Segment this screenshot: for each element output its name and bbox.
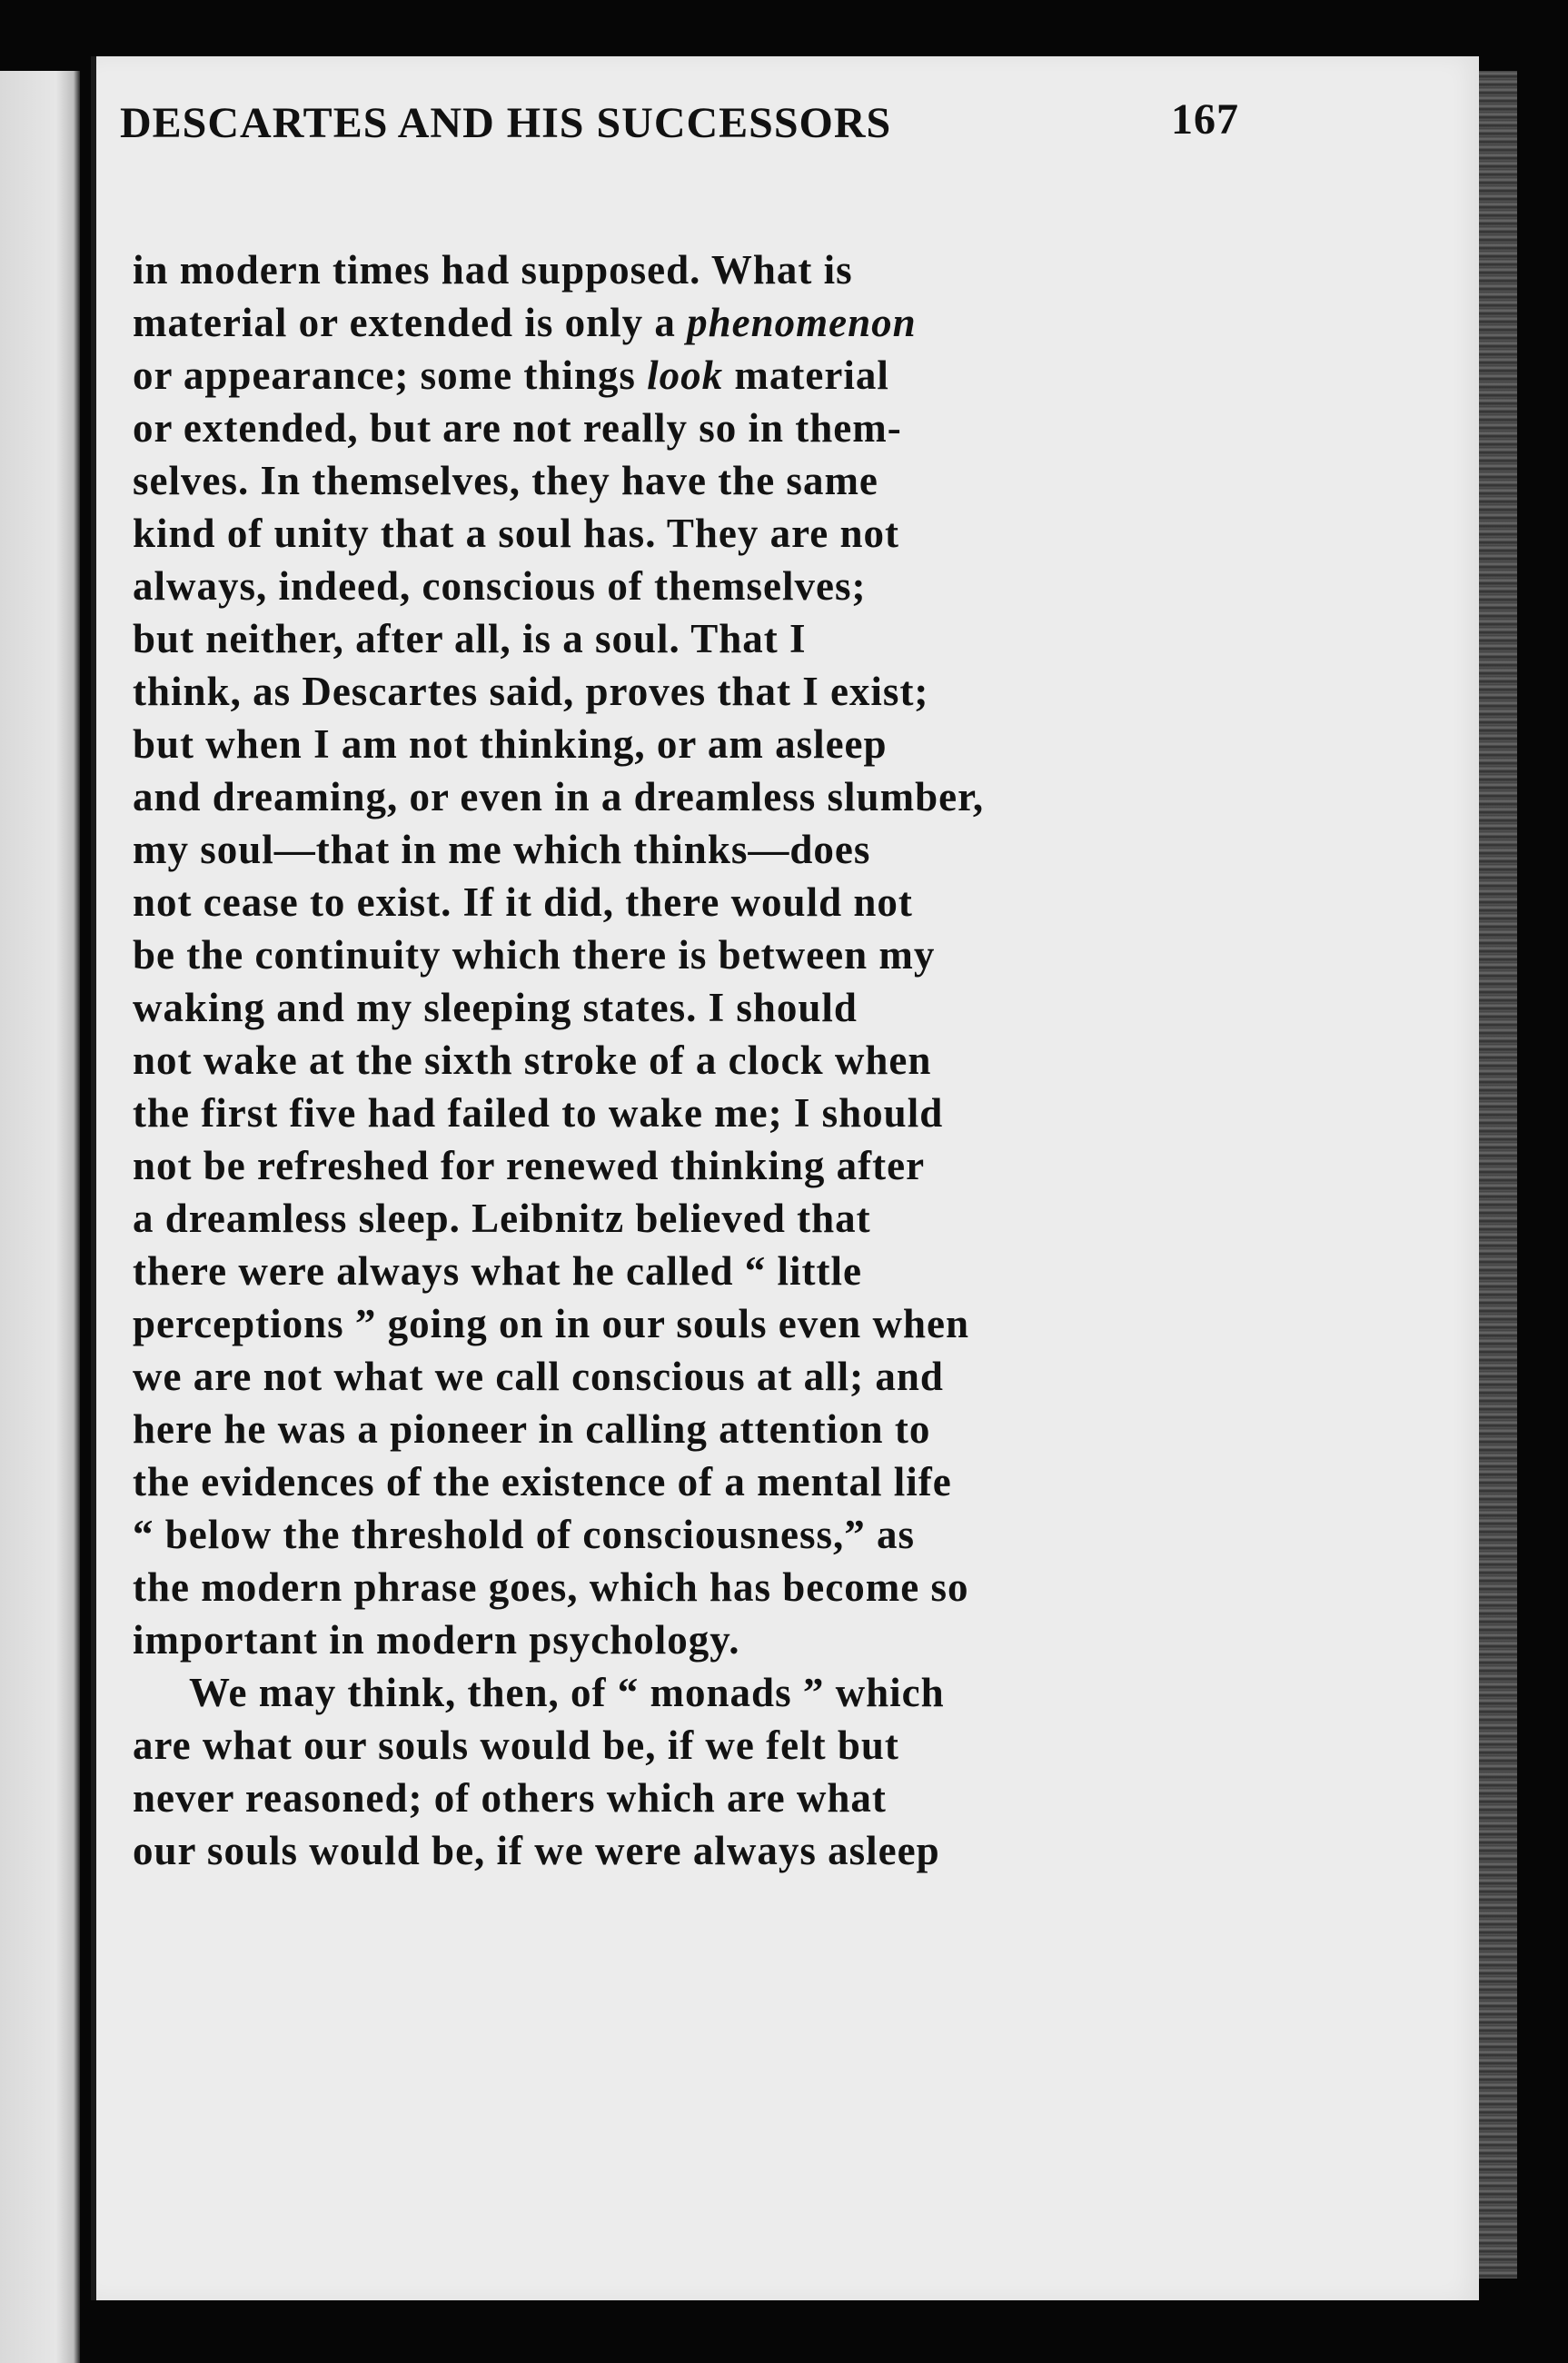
text-line: material or extended is only a phenomenon <box>133 300 917 345</box>
text-line: our souls would be, if we were always asleep <box>133 1828 940 1873</box>
text-line: think, as Descartes said, proves that I exist; <box>133 669 929 714</box>
text-line: or extended, but are not really so in them- <box>133 405 902 451</box>
text-line: the first five had failed to wake me; I should <box>133 1090 944 1136</box>
text-line: be the continuity which there is between my <box>133 932 936 978</box>
text-line: or appearance; some things look material <box>133 352 889 398</box>
text-line: the modern phrase goes, which has become so <box>133 1564 969 1610</box>
text-line: my soul—that in me which thinks—does <box>133 827 871 872</box>
text-line: but neither, after all, is a soul. That I <box>133 616 807 661</box>
page-fore-edge <box>1477 71 1517 2279</box>
text-line: important in modern psychology. <box>133 1617 740 1663</box>
emphasis-word: look <box>647 352 724 398</box>
text-line: selves. In themselves, they have the same <box>133 458 878 503</box>
text-line: “ below the threshold of consciousness,” as <box>133 1512 915 1557</box>
body-text <box>133 243 1259 1877</box>
text-line: but when I am not thinking, or am asleep <box>133 721 888 767</box>
text-line: we are not what we call conscious at all; and <box>133 1354 944 1399</box>
text-line: kind of unity that a soul has. They are not <box>133 511 900 556</box>
text-line: are what our souls would be, if we felt but <box>133 1723 899 1768</box>
emphasis-word: phenomenon <box>687 300 917 345</box>
running-head <box>120 95 1239 171</box>
text-line: perceptions ” going on in our souls even when <box>133 1301 969 1346</box>
text-line: here he was a pioneer in calling attention to <box>133 1406 931 1452</box>
facing-page-edge <box>0 71 80 2363</box>
text-line: always, indeed, conscious of themselves; <box>133 563 867 609</box>
text-line: waking and my sleeping states. I should <box>133 985 858 1030</box>
text-line: a dreamless sleep. Leibnitz believed that <box>133 1196 871 1241</box>
text-line: never reasoned; of others which are what <box>133 1775 887 1821</box>
running-head-title: DESCARTES AND HIS SUCCESSORS <box>120 99 892 147</box>
text-line: in modern times had supposed. What is <box>133 247 853 293</box>
text-line: the evidences of the existence of a mental life <box>133 1459 952 1504</box>
text-line: and dreaming, or even in a dreamless slumber, <box>133 774 985 819</box>
text-line: not cease to exist. If it did, there would not <box>133 879 913 925</box>
text-line: there were always what he called “ little <box>133 1248 862 1294</box>
text-line: We may think, then, of “ monads ” which <box>189 1670 945 1715</box>
page-number: 167 <box>1171 95 1239 144</box>
text-line: not be refreshed for renewed thinking after <box>133 1143 926 1188</box>
text-line: not wake at the sixth stroke of a clock when <box>133 1038 932 1083</box>
